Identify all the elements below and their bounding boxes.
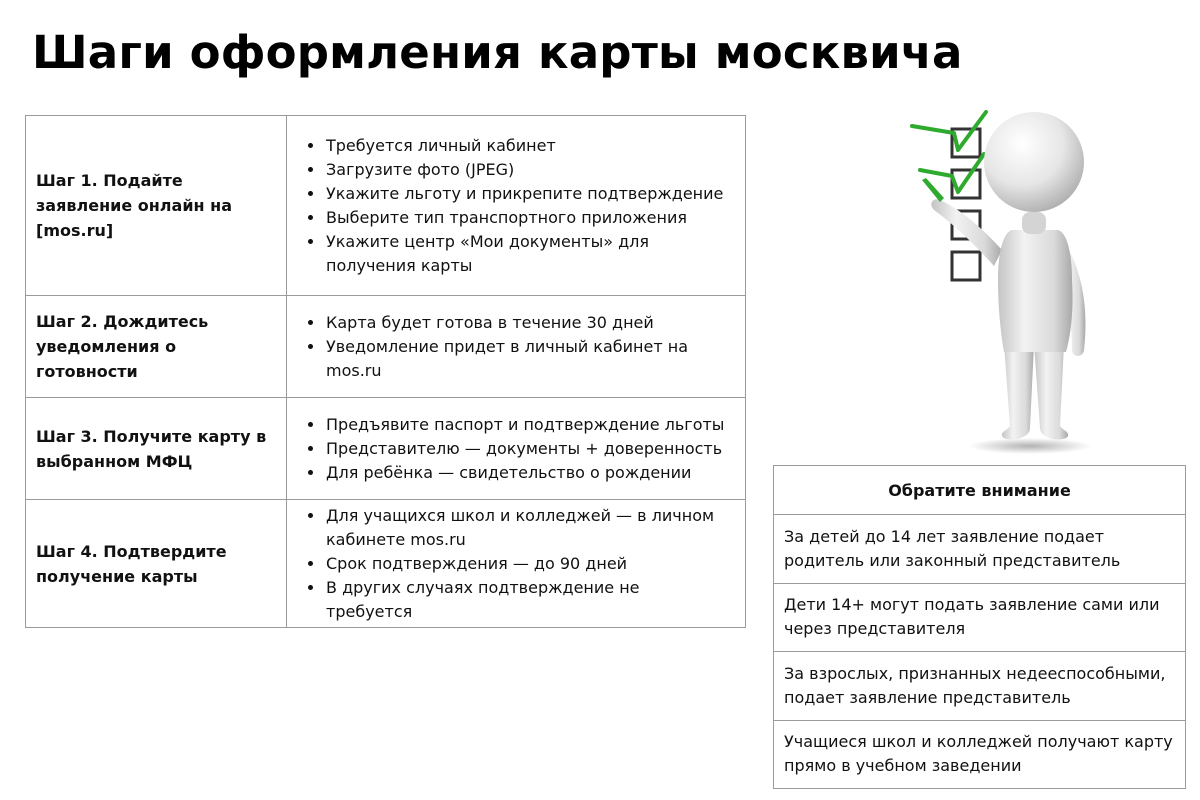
check-mark-icon [912, 112, 986, 150]
list-item: • Предъявите паспорт и подтверждение льготы [325, 413, 727, 437]
figure-leg [1002, 344, 1034, 440]
step-details [287, 398, 746, 500]
checkbox-unchecked [952, 252, 980, 280]
figure-shadow [968, 438, 1092, 454]
list-item: • Карта будет готова в течение 30 дней [325, 311, 727, 335]
notice-text: Учащиеся школ и колледжей получают карту прямо в учебном заведении [774, 720, 1186, 789]
figure-neck [1022, 212, 1046, 234]
notice-text: За детей до 14 лет заявление подает родитель или законный представитель [774, 515, 1186, 584]
notice-header-row [774, 466, 1186, 515]
list-item: • Уведомление придет в личный кабинет на mos.ru [325, 335, 727, 383]
step-row [26, 296, 746, 398]
step-row [26, 116, 746, 296]
notice-text: Дети 14+ могут подать заявление сами или через представителя [774, 583, 1186, 652]
list-item: • Укажите центр «Мои документы» для получения карты [325, 230, 727, 278]
step-bullet-list [307, 413, 727, 485]
step-label: Шаг 2. Дождитесь уведомления о готовности [26, 296, 287, 398]
step-bullet-list [307, 134, 727, 278]
step-row [26, 398, 746, 500]
figure-head [984, 112, 1084, 212]
list-item: • Требуется личный кабинет [325, 134, 727, 158]
list-item: • Срок подтверждения — до 90 дней [325, 552, 727, 576]
list-item: • Представителю — документы + доверенность [325, 437, 727, 461]
pen-icon [922, 178, 944, 202]
notice-row [774, 652, 1186, 721]
list-item: • Загрузите фото (JPEG) [325, 158, 727, 182]
figure-leg [1034, 344, 1068, 440]
checkbox-list [952, 129, 980, 280]
step-bullet-list [307, 311, 727, 383]
page-title: Шаги оформления карты москвича [32, 26, 963, 79]
step-row [26, 500, 746, 628]
steps-table [25, 115, 746, 628]
notice-text: За взрослых, признанных недееспособными, подает заявление представитель [774, 652, 1186, 721]
step-bullet-list [307, 504, 727, 624]
list-item: • Укажите льготу и прикрепите подтверждение [325, 182, 727, 206]
list-item: • Для ребёнка — свидетельство о рождении [325, 461, 727, 485]
notice-table [773, 465, 1186, 789]
step-details [287, 500, 746, 628]
step-details [287, 116, 746, 296]
step-label: Шаг 1. Подайте заявление онлайн на [mos.ru] [26, 116, 287, 296]
step-label: Шаг 4. Подтвердите получение карты [26, 500, 287, 628]
step-details [287, 296, 746, 398]
person-checklist-icon [900, 100, 1110, 455]
list-item: • В других случаях подтверждение не требуется [325, 576, 727, 624]
figure-torso [998, 230, 1073, 352]
list-item: • Выберите тип транспортного приложения [325, 206, 727, 230]
list-item: • Для учащихся школ и колледжей — в личном кабинете mos.ru [325, 504, 727, 552]
notice-heading: Обратите внимание [774, 466, 1186, 515]
notice-row [774, 515, 1186, 584]
notice-row [774, 720, 1186, 789]
figure-arm [931, 199, 1002, 266]
notice-row [774, 583, 1186, 652]
step-label: Шаг 3. Получите карту в выбранном МФЦ [26, 398, 287, 500]
